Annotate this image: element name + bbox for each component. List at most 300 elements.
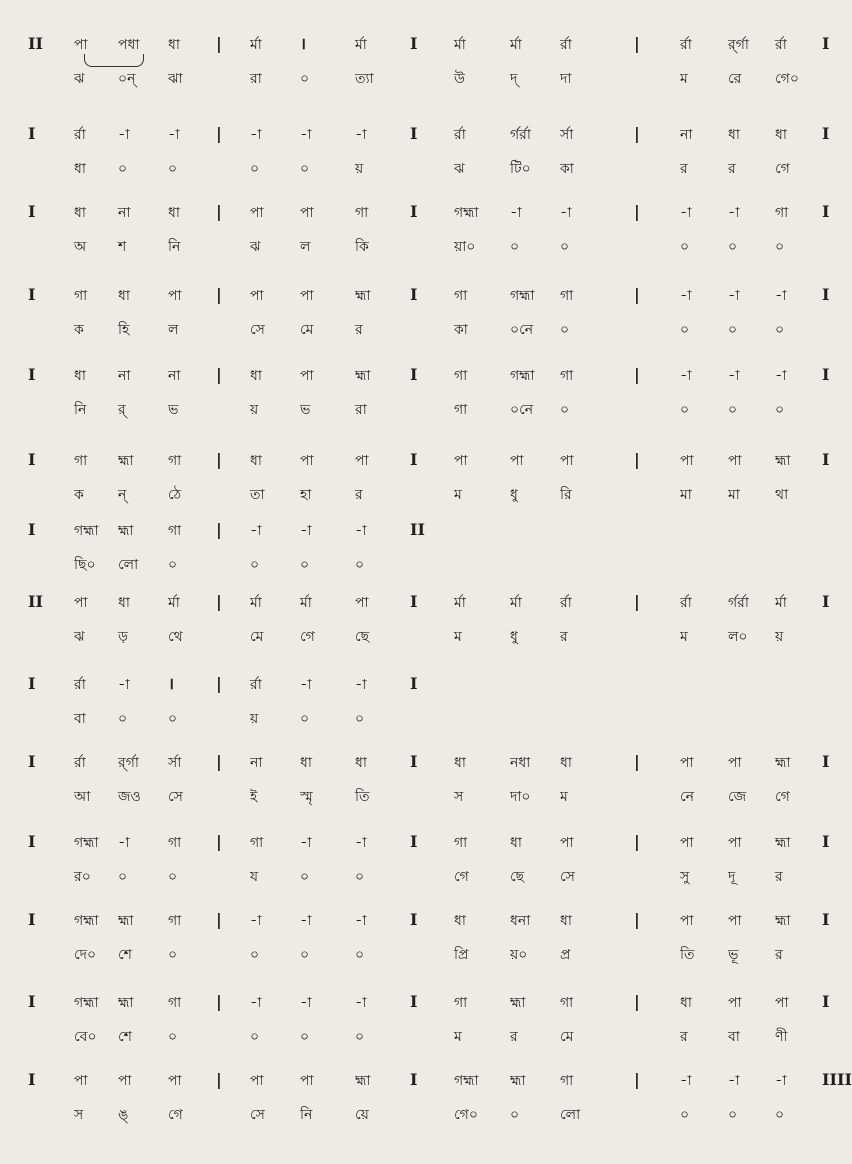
lyric-syllable: ম xyxy=(680,629,688,645)
swara-note: -া xyxy=(775,368,787,384)
swara-note: পা xyxy=(680,755,694,771)
lyric-syllable: গে xyxy=(168,1107,183,1123)
lyric-syllable: ০ xyxy=(300,947,310,963)
lyric-syllable: রা xyxy=(250,71,262,87)
lyric-syllable: মে xyxy=(300,322,314,338)
lyric-syllable: স্মৃ xyxy=(300,789,313,805)
lyric-syllable: থা xyxy=(775,487,789,503)
swara-note: হ্মা xyxy=(775,913,791,929)
swara-note: গহ্মা xyxy=(510,288,535,304)
bar-line: I xyxy=(28,450,36,469)
bar-line: I xyxy=(410,285,418,304)
swara-note: গা xyxy=(355,205,369,221)
swara-note: গা xyxy=(560,995,574,1011)
swara-note: -া xyxy=(680,288,692,304)
lyric-syllable: ০ xyxy=(728,239,738,255)
bar-line: I xyxy=(410,592,418,611)
lyric-syllable: লো xyxy=(118,557,139,573)
swara-note: পা xyxy=(680,913,694,929)
lyric-syllable: স xyxy=(74,1107,84,1123)
swara-note: পা xyxy=(300,1073,314,1089)
lyric-syllable: র০ xyxy=(74,869,91,885)
lyric-syllable: ০ xyxy=(728,322,738,338)
swara-note: গহ্মা xyxy=(74,913,99,929)
swara-note: হ্মা xyxy=(510,1073,526,1089)
bar-line: | xyxy=(634,752,640,771)
swara-note: পা xyxy=(168,288,182,304)
lyric-syllable: মা xyxy=(728,487,740,503)
bar-line: | xyxy=(216,832,222,851)
stanza-block xyxy=(0,200,845,280)
lyric-row xyxy=(0,864,845,894)
swara-note: পা xyxy=(74,37,88,53)
lyric-syllable: প্রি xyxy=(454,947,469,963)
swara-note: গা xyxy=(775,205,789,221)
swara-note: র্রা xyxy=(74,755,86,771)
swara-note: র্রা xyxy=(250,677,262,693)
lyric-row xyxy=(0,784,845,814)
swara-note: র্রা xyxy=(680,595,692,611)
swara-note: গা xyxy=(560,1073,574,1089)
bar-line: I xyxy=(28,752,36,771)
lyric-syllable: ঝ xyxy=(74,71,85,87)
lyric-row xyxy=(0,1102,845,1132)
swara-note: না xyxy=(680,127,693,143)
lyric-syllable: ০ন্ xyxy=(118,71,136,87)
swara-note: না xyxy=(250,755,263,771)
lyric-syllable: রি xyxy=(560,487,572,503)
bar-line: I xyxy=(28,202,36,221)
swara-note: -া xyxy=(355,913,367,929)
lyric-syllable: ড় xyxy=(118,629,128,645)
lyric-syllable: ০ xyxy=(168,947,178,963)
lyric-syllable: কা xyxy=(560,161,574,177)
lyric-syllable: স xyxy=(454,789,464,805)
swara-note: গা xyxy=(168,835,182,851)
swara-note: র্সা xyxy=(168,755,182,771)
stanza-block xyxy=(0,750,845,830)
lyric-syllable: ০ xyxy=(168,869,178,885)
notation-row xyxy=(0,750,845,780)
swara-note: পা xyxy=(118,1073,132,1089)
lyric-syllable: ম xyxy=(560,789,568,805)
swara-note: হ্মা xyxy=(355,368,371,384)
swara-note: নধা xyxy=(510,755,531,771)
swara-note: -া xyxy=(300,913,312,929)
bar-line: | xyxy=(216,202,222,221)
lyric-syllable: শে xyxy=(118,1029,132,1045)
swara-note: গহ্মা xyxy=(454,1073,479,1089)
bar-line: IIII xyxy=(822,1070,852,1089)
swara-note: র্রা xyxy=(680,37,692,53)
lyric-syllable: ণী xyxy=(775,1029,788,1045)
stanza-block xyxy=(0,672,845,752)
swara-note: -া xyxy=(728,1073,740,1089)
swara-note: র্র্গা xyxy=(118,755,139,771)
lyric-syllable: নে xyxy=(680,789,695,805)
lyric-syllable: ০ xyxy=(300,711,310,727)
swara-note: গহ্মা xyxy=(510,368,535,384)
lyric-row xyxy=(0,706,845,736)
lyric-syllable: ০ xyxy=(168,161,178,177)
swara-note: পা xyxy=(168,1073,182,1089)
swara-note: হ্মা xyxy=(118,523,134,539)
swara-note: ধা xyxy=(118,288,130,304)
swara-note: র্রা xyxy=(775,37,787,53)
swara-note: গা xyxy=(168,913,182,929)
swara-note: র্মা xyxy=(355,37,367,53)
swara-note: পা xyxy=(74,1073,88,1089)
notation-row xyxy=(0,363,845,393)
lyric-syllable: ধু xyxy=(510,629,518,645)
swara-note: গহ্মা xyxy=(74,995,99,1011)
lyric-syllable: য়া০ xyxy=(454,239,476,255)
lyric-syllable: ঠে xyxy=(168,487,182,503)
lyric-syllable: প্র xyxy=(560,947,571,963)
swara-note: ধা xyxy=(168,37,180,53)
lyric-syllable: দে০ xyxy=(74,947,97,963)
swara-note: ধা xyxy=(118,595,130,611)
lyric-syllable: অ xyxy=(74,239,87,255)
swara-note: হ্মা xyxy=(118,913,134,929)
swara-note: গা xyxy=(168,995,182,1011)
swara-note: পা xyxy=(300,288,314,304)
swara-note: পা xyxy=(560,835,574,851)
lyric-syllable: রা xyxy=(355,402,367,418)
swara-note: গা xyxy=(250,835,264,851)
swara-note: ধা xyxy=(454,913,466,929)
bar-line: | xyxy=(216,520,222,539)
bar-line: I xyxy=(28,520,36,539)
bar-line: | xyxy=(634,124,640,143)
swara-note: পা xyxy=(728,453,742,469)
bar-line: I xyxy=(28,285,36,304)
swara-note: হ্মা xyxy=(355,1073,371,1089)
swara-note: গহ্মা xyxy=(454,205,479,221)
bar-line: I xyxy=(410,450,418,469)
notation-row xyxy=(0,672,845,702)
lyric-syllable: লো xyxy=(560,1107,581,1123)
bar-line: | xyxy=(216,285,222,304)
notation-row xyxy=(0,1068,852,1098)
bar-line: I xyxy=(822,202,830,221)
bar-line: I xyxy=(28,910,36,929)
lyric-syllable: তি xyxy=(355,789,370,805)
swara-note: পা xyxy=(250,288,264,304)
swara-note: র্রা xyxy=(454,127,466,143)
lyric-syllable: ০ xyxy=(775,322,785,338)
swara-note: -া xyxy=(300,127,312,143)
lyric-syllable: রে xyxy=(728,71,742,87)
bar-line: I xyxy=(822,992,830,1011)
lyric-syllable: ০ xyxy=(355,557,365,573)
lyric-syllable: নি xyxy=(300,1107,313,1123)
swara-note: ধা xyxy=(74,368,86,384)
swara-note: পা xyxy=(454,453,468,469)
swara-note: ধা xyxy=(510,835,522,851)
swara-note: -া xyxy=(355,835,367,851)
notation-row xyxy=(0,283,845,313)
lyric-syllable: ০ xyxy=(775,239,785,255)
swara-note: -া xyxy=(728,288,740,304)
bar-line: I xyxy=(822,365,830,384)
swara-note: র্রা xyxy=(560,37,572,53)
swara-note: পা xyxy=(728,755,742,771)
lyric-syllable: বে০ xyxy=(74,1029,97,1045)
swara-note: র্গর্রা xyxy=(728,595,749,611)
swara-note: ধা xyxy=(250,453,262,469)
swara-note: গহ্মা xyxy=(74,835,99,851)
bar-line: I xyxy=(410,752,418,771)
lyric-syllable: ন্ xyxy=(118,487,127,503)
swara-note: হ্মা xyxy=(118,453,134,469)
lyric-row xyxy=(0,942,845,972)
lyric-syllable: ০ xyxy=(250,1029,260,1045)
bar-line: | xyxy=(216,365,222,384)
bar-line: | xyxy=(634,202,640,221)
lyric-syllable: গে xyxy=(300,629,315,645)
swara-note: গা xyxy=(454,368,468,384)
swara-note: হ্মা xyxy=(775,453,791,469)
lyric-row xyxy=(0,482,845,512)
stanza-block xyxy=(0,990,845,1070)
lyric-syllable: ০ xyxy=(355,1029,365,1045)
bar-line: I xyxy=(28,832,36,851)
swara-note: পা xyxy=(728,995,742,1011)
lyric-syllable: ০ xyxy=(250,947,260,963)
lyric-syllable: ০ xyxy=(300,869,310,885)
swara-note: ধা xyxy=(300,755,312,771)
lyric-syllable: বা xyxy=(728,1029,740,1045)
lyric-syllable: ০ xyxy=(728,402,738,418)
lyric-syllable: সে xyxy=(250,1107,265,1123)
stanza-block xyxy=(0,518,845,598)
lyric-syllable: ০নে xyxy=(510,322,534,338)
notation-row xyxy=(0,518,845,548)
swara-note: -া xyxy=(300,677,312,693)
swara-note: পা xyxy=(250,1073,264,1089)
notation-row xyxy=(0,122,845,152)
lyric-syllable: ল০ xyxy=(728,629,748,645)
swara-note: র্মা xyxy=(454,595,466,611)
swara-note: র্রা xyxy=(74,127,86,143)
bar-line: I xyxy=(410,992,418,1011)
lyric-syllable: ০ xyxy=(168,557,178,573)
lyric-syllable: র xyxy=(510,1029,518,1045)
notation-row xyxy=(0,908,845,938)
notation-row xyxy=(0,830,845,860)
swara-note: -া xyxy=(118,677,130,693)
bar-line: | xyxy=(216,992,222,1011)
lyric-syllable: উ xyxy=(454,71,465,87)
lyric-syllable: আ xyxy=(74,789,91,805)
bar-line: I xyxy=(822,592,830,611)
swara-note: -া xyxy=(775,1073,787,1089)
lyric-syllable: ভ xyxy=(300,402,311,418)
swara-note: ধা xyxy=(250,368,262,384)
lyric-syllable: গে০ xyxy=(775,71,799,87)
swara-note: পা xyxy=(300,205,314,221)
swara-note: -া xyxy=(250,913,262,929)
lyric-syllable: মে xyxy=(560,1029,574,1045)
lyric-syllable: ঝা xyxy=(168,71,183,87)
lyric-syllable: ছি০ xyxy=(74,557,96,573)
swara-note: গা xyxy=(168,523,182,539)
bar-line: | xyxy=(216,592,222,611)
bar-line: I xyxy=(822,910,830,929)
swara-note: র্মা xyxy=(510,37,522,53)
lyric-syllable: ০ xyxy=(510,1107,520,1123)
lyric-syllable: দ্ xyxy=(510,71,518,87)
bar-line: I xyxy=(822,124,830,143)
lyric-syllable: য় xyxy=(250,711,259,727)
swara-note: হ্মা xyxy=(775,755,791,771)
lyric-syllable: দা০ xyxy=(510,789,531,805)
lyric-syllable: সু xyxy=(680,869,690,885)
swara-note: গা xyxy=(454,288,468,304)
bar-line: | xyxy=(216,34,222,53)
lyric-syllable: ত্যা xyxy=(355,71,374,87)
swara-note: -া xyxy=(680,1073,692,1089)
swara-note: -া xyxy=(510,205,522,221)
swara-note: র্মা xyxy=(168,595,180,611)
lyric-syllable: য়০ xyxy=(510,947,528,963)
lyric-syllable: ঝ xyxy=(74,629,85,645)
lyric-syllable: গে০ xyxy=(454,1107,478,1123)
lyric-syllable: র xyxy=(355,322,363,338)
lyric-syllable: হা xyxy=(300,487,312,503)
lyric-syllable: ০ xyxy=(250,161,260,177)
swara-note: -া xyxy=(250,127,262,143)
stanza-block xyxy=(0,830,845,910)
bar-line: II xyxy=(410,520,425,539)
lyric-syllable: গে xyxy=(775,789,790,805)
bar-line: I xyxy=(822,34,830,53)
lyric-syllable: র xyxy=(680,1029,688,1045)
lyric-row xyxy=(0,1024,845,1054)
lyric-syllable: ০ xyxy=(680,402,690,418)
bar-line: I xyxy=(28,1070,36,1089)
lyric-syllable: টি০ xyxy=(510,161,531,177)
bar-line: | xyxy=(634,450,640,469)
lyric-syllable: ০ xyxy=(168,1029,178,1045)
lyric-syllable: ০ xyxy=(355,869,365,885)
swara-note: -া xyxy=(355,127,367,143)
swara-note: -া xyxy=(680,368,692,384)
bar-line: I xyxy=(822,832,830,851)
notation-row xyxy=(0,990,845,1020)
swara-note: -া xyxy=(355,995,367,1011)
bar-line: | xyxy=(216,1070,222,1089)
swara-note: পা xyxy=(680,453,694,469)
swara-note: -া xyxy=(775,288,787,304)
bar-line: | xyxy=(216,674,222,693)
bar-line: I xyxy=(410,202,418,221)
bar-line: | xyxy=(634,285,640,304)
lyric-syllable: তি xyxy=(680,947,695,963)
lyric-syllable: জে xyxy=(728,789,747,805)
swara-note: না xyxy=(118,368,131,384)
lyric-syllable: ল xyxy=(168,322,179,338)
notation-row xyxy=(0,590,845,620)
bar-line: I xyxy=(410,674,418,693)
swara-note: পা xyxy=(355,595,369,611)
lyric-syllable: ধু xyxy=(510,487,518,503)
lyric-syllable: গে xyxy=(454,869,469,885)
lyric-syllable: য় xyxy=(355,161,364,177)
lyric-syllable: র xyxy=(560,629,568,645)
bar-line: I xyxy=(410,832,418,851)
swara-note: গা xyxy=(74,288,88,304)
lyric-syllable: নি xyxy=(168,239,181,255)
lyric-row xyxy=(0,66,845,96)
lyric-syllable: ধা xyxy=(74,161,86,177)
lyric-syllable: সে xyxy=(168,789,183,805)
swara-note: ধা xyxy=(680,995,692,1011)
lyric-syllable: মে xyxy=(250,629,264,645)
swara-note: র্রা xyxy=(74,677,86,693)
slur-mark xyxy=(84,54,144,67)
lyric-syllable: র xyxy=(775,947,783,963)
lyric-syllable: ০ xyxy=(300,557,310,573)
lyric-syllable: ০ xyxy=(250,557,260,573)
bar-line: | xyxy=(216,752,222,771)
lyric-syllable: ০ xyxy=(355,711,365,727)
swara-note: না xyxy=(118,205,131,221)
swara-note: গা xyxy=(560,288,574,304)
bar-line: | xyxy=(216,450,222,469)
swara-note: -া xyxy=(300,523,312,539)
swara-note: ধা xyxy=(355,755,367,771)
swara-note: -া xyxy=(355,523,367,539)
swara-note: গা xyxy=(560,368,574,384)
lyric-row xyxy=(0,552,845,582)
swara-note: র্সা xyxy=(560,127,574,143)
bar-line: | xyxy=(634,365,640,384)
bar-line: । xyxy=(168,674,175,693)
swara-note: -া xyxy=(168,127,180,143)
swara-note: ধা xyxy=(454,755,466,771)
swara-note: -া xyxy=(560,205,572,221)
bar-line: | xyxy=(634,592,640,611)
swara-note: র্গর্রা xyxy=(510,127,531,143)
swara-note: র্রা xyxy=(560,595,572,611)
lyric-syllable: শে xyxy=(118,947,132,963)
swara-note: গা xyxy=(454,835,468,851)
lyric-syllable: সে xyxy=(250,322,265,338)
bar-line: II xyxy=(28,34,43,53)
lyric-syllable: ০ xyxy=(680,1107,690,1123)
bar-line: I xyxy=(410,365,418,384)
bar-line: | xyxy=(634,34,640,53)
bar-line: I xyxy=(822,450,830,469)
swara-note: র্মা xyxy=(775,595,787,611)
lyric-syllable: গে xyxy=(775,161,790,177)
lyric-syllable: য়ে xyxy=(355,1107,369,1123)
bar-line: I xyxy=(28,124,36,143)
swara-note: হ্মা xyxy=(118,995,134,1011)
swara-note: পা xyxy=(680,835,694,851)
stanza-block xyxy=(0,590,845,670)
lyric-row xyxy=(0,234,845,264)
bar-line: I xyxy=(410,910,418,929)
swara-note: হ্মা xyxy=(775,835,791,851)
lyric-syllable: ০ xyxy=(560,402,570,418)
lyric-syllable: র্ xyxy=(118,402,126,418)
lyric-syllable: ম xyxy=(454,487,462,503)
stanza-block xyxy=(0,448,845,528)
swara-note: হ্মা xyxy=(510,995,526,1011)
